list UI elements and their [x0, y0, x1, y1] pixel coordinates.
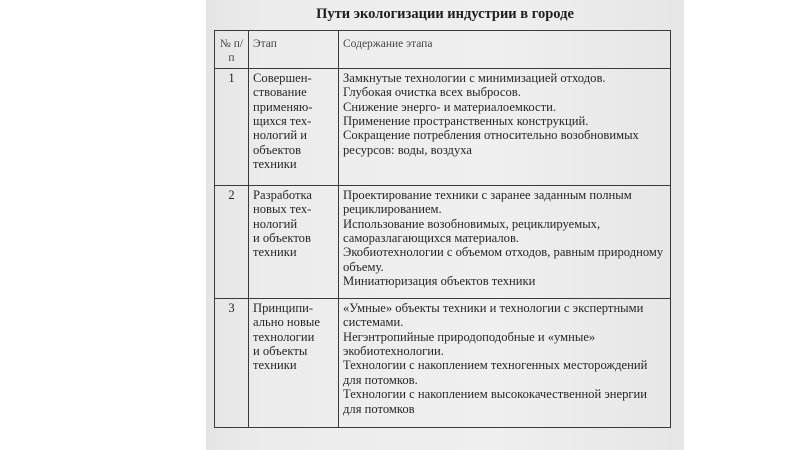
row-content	[339, 185, 671, 298]
header-num: № п/п	[215, 31, 249, 69]
table-row	[215, 68, 671, 185]
row-number: 3	[215, 298, 249, 427]
content-item: Проектирование техники с заранее заданным полным рециклированием.	[343, 187, 632, 217]
content-item: Технологии с накоплением высококачественной энергии для потомков	[343, 387, 648, 416]
content-item: Технологии с накоплением техногенных месторождений для потомков.	[343, 358, 648, 387]
content-item: Использование возобновимых, рециклируемых, саморазлагающихся материалов.	[343, 216, 601, 246]
content-item: Экобиотехнологии с объемом отходов, равным природному объему.	[343, 245, 664, 274]
content-item: Миниатюризация объектов техники	[343, 274, 536, 289]
row-content	[339, 298, 671, 427]
header-stage: Этап	[249, 31, 339, 69]
content-item: «Умные» объекты техники и технологии с экспертными системами.	[343, 300, 644, 330]
document-page	[206, 0, 684, 450]
row-stage: Принципи- ально новые технологии и объекты техники	[249, 298, 339, 427]
content-item: Замкнутые технологии с минимизацией отходов.	[343, 70, 606, 85]
row-number: 2	[215, 185, 249, 298]
row-stage: Совершен- ствование применяю- щихся тех- нологий и объектов техники	[249, 68, 339, 185]
table-row	[215, 298, 671, 427]
content-item: Снижение энерго- и материалоемкости.	[343, 99, 556, 114]
ecologization-table	[214, 30, 671, 428]
row-stage: Разработка новых тех- нологий и объектов техники	[249, 185, 339, 298]
row-content	[339, 68, 671, 185]
row-number: 1	[215, 68, 249, 185]
content-item: Глубокая очистка всех выбросов.	[343, 85, 521, 100]
content-item: Сокращение потребления относительно возобновимых ресурсов: воды, воздуха	[343, 128, 639, 157]
content-item: Применение пространственных конструкций.	[343, 114, 589, 129]
header-content: Содержание этапа	[339, 31, 671, 69]
page-title: Пути экологизации индустрии в городе	[316, 6, 574, 22]
table-row	[215, 185, 671, 298]
table-header-row	[215, 31, 671, 69]
content-item: Негэнтропийные природоподобные и «умные» экобиотехнологии.	[343, 329, 596, 359]
